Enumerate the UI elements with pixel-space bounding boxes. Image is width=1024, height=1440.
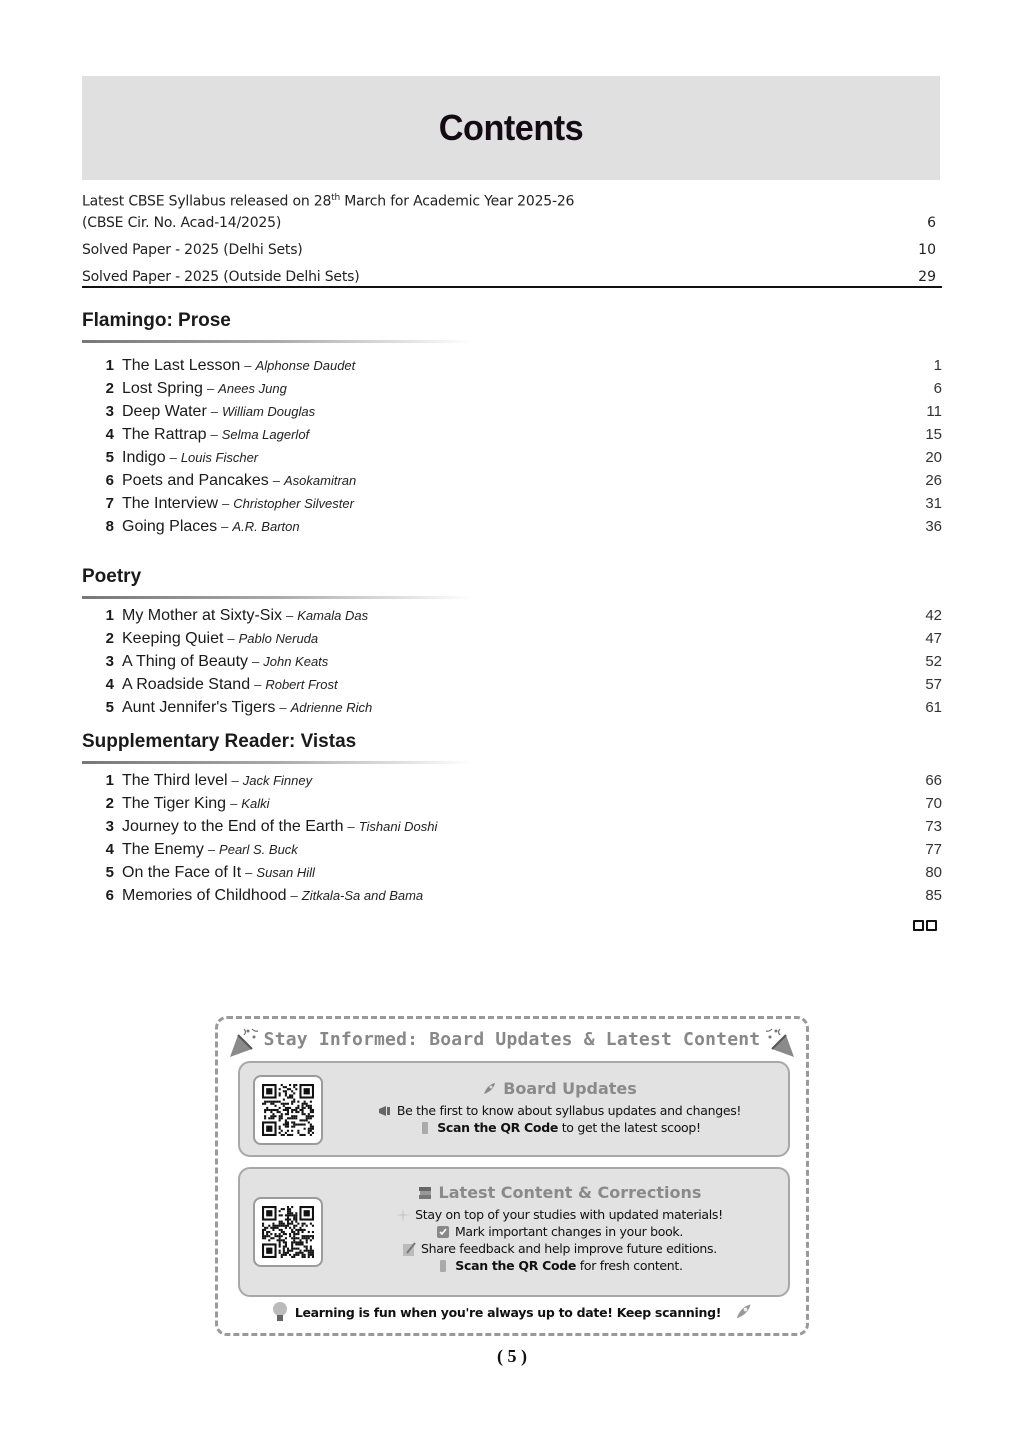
divider [82, 286, 942, 288]
page-ref: 6 [927, 214, 936, 231]
card-title: Board Updates [503, 1079, 637, 1098]
entry-number: 2 [105, 380, 114, 397]
entry-page: 42 [925, 607, 942, 624]
entry-author: Adrienne Rich [290, 700, 373, 715]
checkbox-icon [435, 1224, 451, 1240]
rocket-icon [481, 1081, 497, 1097]
entry-title: Going Places [122, 518, 218, 535]
entry-dash: – [231, 773, 239, 788]
entry-number: 4 [105, 676, 114, 693]
entry-dash: – [290, 888, 298, 903]
page-title: Contents [438, 107, 584, 148]
entry-dash: – [210, 404, 219, 419]
entry-title: Deep Water [122, 403, 207, 420]
prelim-row-syllabus[interactable] [82, 188, 940, 234]
toc-entry[interactable] [82, 357, 942, 380]
entry-page: 80 [925, 864, 942, 881]
page-number: ( 5 ) [497, 1346, 527, 1366]
toc-entry[interactable] [82, 472, 942, 495]
phone-icon [417, 1120, 433, 1136]
entry-title: The Interview [122, 495, 219, 512]
toc-entry[interactable] [82, 818, 942, 841]
entry-number: 8 [105, 518, 114, 535]
board-updates-card: Board Updates Be the first to know about syllabus updates and changes! Scan the QR Code to get the latest scoop! [238, 1061, 790, 1157]
entry-author: Anees Jung [218, 381, 287, 396]
entry-author: Kalki [241, 796, 270, 811]
latest-content-card: Latest Content & Corrections Stay on top of your studies with updated materials! Mark important changes in your book. Share feedback and help improve future editions. Scan the QR Code for fresh content. [238, 1167, 790, 1297]
rocket-icon [733, 1302, 753, 1322]
toc-entry[interactable] [82, 449, 942, 472]
sparkles-icon [395, 1207, 411, 1223]
prelim-text: Latest CBSE Syllabus released on 28th March for Academic Year 2025-26 (CBSE Cir. No. Acad-14/2025) [82, 193, 575, 231]
entry-dash: – [244, 358, 252, 373]
books-icon [417, 1185, 433, 1201]
entry-author: Robert Frost [265, 677, 338, 692]
entry-title: The Last Lesson [122, 357, 241, 374]
entry-author: Susan Hill [256, 865, 315, 880]
entry-dash: – [206, 381, 215, 396]
entry-number: 3 [105, 818, 114, 835]
toc-entry[interactable] [82, 630, 942, 653]
entry-dash: – [227, 631, 235, 646]
entry-author: Kamala Das [297, 608, 369, 623]
entry-number: 5 [105, 699, 114, 716]
entry-page: 20 [925, 449, 942, 466]
entry-page: 85 [925, 887, 942, 904]
entry-title: Keeping Quiet [122, 630, 224, 647]
toc-entry[interactable] [82, 518, 942, 541]
entry-number: 6 [105, 472, 114, 489]
section-rule [82, 340, 472, 343]
entry-number: 5 [105, 449, 114, 466]
stay-informed-box [215, 1016, 809, 1336]
contents-title-band [82, 76, 940, 180]
section-vistas [82, 731, 942, 910]
prelim-text: Solved Paper - 2025 (Outside Delhi Sets) [82, 268, 360, 285]
entry-page: 1 [933, 357, 942, 374]
entry-page: 77 [925, 841, 942, 858]
entry-title: Aunt Jennifer's Tigers [122, 699, 276, 716]
entry-page: 70 [925, 795, 942, 812]
entry-number: 6 [105, 887, 114, 904]
toc-entry[interactable] [82, 795, 942, 818]
entry-dash: – [347, 819, 355, 834]
toc-entry[interactable] [82, 426, 942, 449]
qr-code[interactable] [253, 1075, 323, 1145]
entry-title: A Roadside Stand [122, 676, 251, 693]
entry-dash: – [221, 519, 229, 534]
entry-number: 5 [105, 864, 114, 881]
entry-author: Selma Lagerlof [221, 427, 310, 442]
entry-author: Zitkala-Sa and Bama [301, 888, 424, 903]
entry-title: Journey to the End of the Earth [122, 818, 344, 835]
entry-author: John Keats [263, 654, 329, 669]
entry-title: A Thing of Beauty [122, 653, 249, 670]
entry-number: 4 [105, 426, 114, 443]
entry-dash: – [222, 496, 230, 511]
section-rule [82, 596, 472, 599]
page-ref: 29 [918, 268, 936, 285]
info-box-footer: Learning is fun when you're always up to date! Keep scanning! [218, 1301, 806, 1323]
entry-author: Asokamitran [284, 473, 357, 488]
entry-author: Tishani Doshi [358, 819, 438, 834]
toc-entry[interactable] [82, 403, 942, 426]
entry-author: Jack Finney [242, 773, 313, 788]
entry-title: The Enemy [122, 841, 204, 858]
section-poetry [82, 566, 942, 722]
entry-number: 1 [105, 772, 114, 789]
toc-entry-list [82, 607, 942, 722]
entry-page: 66 [925, 772, 942, 789]
entry-number: 4 [105, 841, 114, 858]
light-bulb-icon [271, 1301, 289, 1323]
toc-entry[interactable] [82, 887, 942, 910]
entry-title: The Third level [122, 772, 228, 789]
entry-number: 2 [105, 795, 114, 812]
section-heading: Poetry [82, 566, 142, 587]
entry-number: 1 [105, 607, 114, 624]
prelim-row-outside-delhi[interactable] [82, 267, 940, 288]
toc-entry[interactable] [82, 653, 942, 676]
toc-entry[interactable] [82, 772, 942, 795]
entry-dash: – [254, 677, 262, 692]
entry-dash: – [252, 654, 260, 669]
entry-page: 15 [925, 426, 942, 443]
entry-dash: – [245, 865, 253, 880]
prelim-row-delhi[interactable] [82, 240, 940, 261]
entry-author: A.R. Barton [232, 519, 300, 534]
section-heading: Supplementary Reader: Vistas [82, 731, 357, 752]
section-rule [82, 761, 472, 764]
entry-title: Memories of Childhood [122, 887, 287, 904]
entry-title: The Tiger King [122, 795, 227, 812]
toc-entry[interactable] [82, 676, 942, 699]
entry-title: The Rattrap [122, 426, 207, 443]
entry-page: 11 [926, 403, 942, 420]
prelim-entries [82, 188, 940, 288]
entry-number: 7 [105, 495, 114, 512]
entry-title: On the Face of It [122, 864, 242, 881]
toc-entry-list [82, 772, 942, 910]
party-popper-icon [764, 1025, 798, 1059]
info-box-heading: Stay Informed: Board Updates & Latest Content [263, 1029, 761, 1050]
entry-author: William Douglas [222, 404, 316, 419]
entry-dash: – [230, 796, 238, 811]
memo-icon [401, 1241, 417, 1257]
toc-entry-list [82, 357, 942, 541]
entry-title: Indigo [122, 449, 166, 466]
entry-number: 1 [105, 357, 114, 374]
entry-author: Pearl S. Buck [219, 842, 298, 857]
toc-entry[interactable] [82, 495, 942, 518]
entry-page: 6 [933, 380, 942, 397]
toc-entry[interactable] [82, 380, 942, 403]
entry-page: 57 [925, 676, 942, 693]
entry-number: 3 [105, 653, 114, 670]
entry-dash: – [279, 700, 287, 715]
entry-number: 3 [105, 403, 114, 420]
entry-title: Poets and Pancakes [122, 472, 269, 489]
card-title: Latest Content & Corrections [438, 1183, 702, 1202]
toc-entry[interactable] [82, 607, 942, 630]
phone-icon [435, 1258, 451, 1274]
entry-author: Louis Fischer [180, 450, 259, 465]
entry-page: 61 [925, 699, 942, 716]
entry-author: Alphonse Daudet [255, 358, 356, 373]
entry-page: 52 [925, 653, 942, 670]
section-flamingo-prose [82, 310, 942, 541]
entry-dash: – [286, 608, 294, 623]
entry-page: 31 [925, 495, 942, 512]
entry-page: 73 [925, 818, 942, 835]
qr-code[interactable] [253, 1197, 323, 1267]
toc-entry[interactable] [82, 699, 942, 722]
entry-author: Christopher Silvester [233, 496, 354, 511]
page-ref: 10 [918, 241, 936, 258]
entry-page: 36 [925, 518, 942, 535]
entry-author: Pablo Neruda [238, 631, 319, 646]
entry-page: 47 [925, 630, 942, 647]
entry-title: Lost Spring [122, 380, 203, 397]
entry-dash: – [207, 842, 216, 857]
toc-entry[interactable] [82, 841, 942, 864]
megaphone-icon [377, 1103, 393, 1119]
prelim-text: Solved Paper - 2025 (Delhi Sets) [82, 241, 303, 258]
entry-dash: – [272, 473, 280, 488]
entry-dash: – [169, 450, 177, 465]
section-heading: Flamingo: Prose [82, 310, 231, 331]
end-mark [913, 920, 937, 931]
entry-page: 26 [925, 472, 942, 489]
toc-entry[interactable] [82, 864, 942, 887]
entry-number: 2 [105, 630, 114, 647]
entry-dash: – [210, 427, 218, 442]
entry-title: My Mother at Sixty-Six [122, 607, 283, 624]
